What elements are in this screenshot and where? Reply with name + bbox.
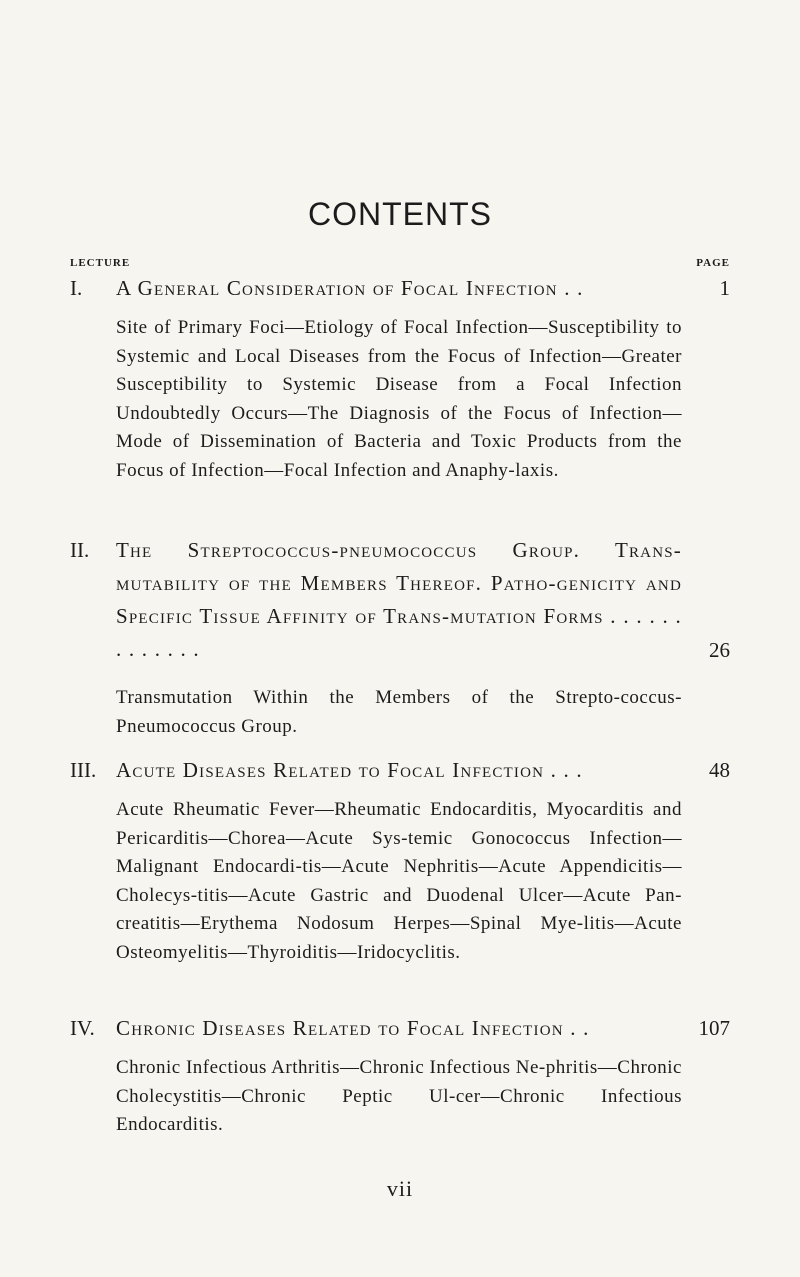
lecture-number: I. <box>70 276 83 300</box>
lecture-number: III. <box>70 758 97 782</box>
page-folio: vii <box>386 1176 414 1201</box>
lecture-column-header: LECTURE <box>70 257 131 269</box>
lecture-description: Acute Rheumatic Fever—Rheumatic Endocarditis, Myocarditis and Pericarditis—Chorea—Acute Sys-temic Gonococcus Infection—Malignant Endocardi-tis—Acute Nephritis—Acute Appendicitis—Cholecys-titis—Acute Gastric and Duodenal Ulcer—Acute Pan-creatitis—Erythema Nodosum Herpes—Spinal Mye-litis—Acute Osteomyelitis—Thyroiditis—Iridocyclitis. <box>116 799 682 963</box>
lecture-page-number: 107 <box>698 1016 730 1040</box>
lecture-number: IV. <box>70 1016 95 1040</box>
lecture-description: Transmutation Within the Members of the Strepto-coccus-Pneumococcus Group. <box>116 687 682 737</box>
lecture-number: II. <box>70 538 90 562</box>
lecture-page-number: 26 <box>709 638 730 662</box>
page-title: CONTENTS <box>308 196 492 232</box>
lecture-heading: Acute Diseases Related to Focal Infection . . . <box>116 758 583 782</box>
lecture-heading: A General Consideration of Focal Infection . . <box>116 276 584 300</box>
page-column-header: PAGE <box>696 257 730 269</box>
lecture-heading: Chronic Diseases Related to Focal Infection . . <box>116 1016 590 1040</box>
lecture-page-number: 1 <box>719 276 730 300</box>
lecture-description: Site of Primary Foci—Etiology of Focal Infection—Susceptibility to Systemic and Local Diseases from the Focus of Infection—Greater Susceptibility to Systemic Disease from a Focal Infection Undoubtedly Occurs—The Diagnosis of the Focus of Infection—Mode of Dissemination of Bacteria and Toxic Products from the Focus of Infection—Focal Infection and Anaphy-laxis. <box>116 317 682 481</box>
lecture-description: Chronic Infectious Arthritis—Chronic Infectious Ne-phritis—Chronic Cholecystitis—Chronic Peptic Ul-cer—Chronic Infectious Endocarditis. <box>116 1057 682 1135</box>
lecture-heading: The Streptococcus-pneumococcus Group. Trans-mutability of the Members Thereof. Patho-genicity and Specific Tissue Affinity of Trans-mutation Forms . . . . . . . . . . . . . <box>116 538 682 661</box>
lecture-page-number: 48 <box>709 758 730 782</box>
